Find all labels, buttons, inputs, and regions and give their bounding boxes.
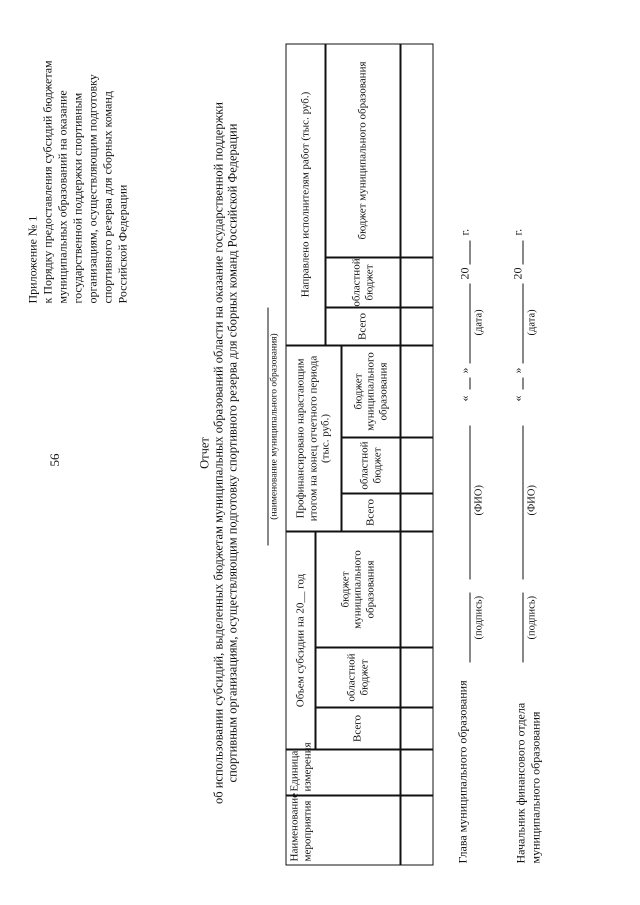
table-cell [400, 307, 433, 345]
finance-date-open: « [510, 395, 524, 401]
table-cell [400, 749, 433, 795]
table-cell [400, 647, 433, 707]
appendix-line: к Порядку предоставления субсидий бюджетам [40, 59, 54, 303]
head-fio-line [469, 425, 470, 579]
header-unit-label: Единица измерения [288, 741, 313, 791]
municipality-name-line [267, 307, 268, 545]
header-directed-group: Направлено исполнителям работ (тыс. руб.) [285, 43, 325, 345]
header-subsidy-total: Всего [315, 707, 400, 749]
appendix-line: Российской Федерации [115, 184, 129, 303]
finance-fio-line [522, 425, 523, 579]
appendix-line: муниципальных образований на оказание [55, 89, 69, 303]
table-cell [400, 493, 433, 531]
head-label: Глава муниципального образования [455, 679, 469, 863]
finance-year-prefix: 20 [510, 267, 524, 279]
header-unit [285, 741, 400, 795]
head-month-line [469, 283, 470, 363]
report-subtitle-line: спортивным организациям, осуществляющим подготовку спортивного резерва для сборных команд Российской Федерации [225, 123, 239, 782]
table-cell [400, 707, 433, 749]
head-date-caption: (дата) [473, 308, 484, 335]
header-directed-municipal: бюджет муниципального образования [325, 43, 400, 257]
header-subsidy-regional: областной бюджет [315, 647, 400, 707]
head-year-prefix: 20 [457, 267, 471, 279]
finance-date-caption: (дата) [526, 308, 537, 335]
header-directed-regional: областной бюджет [325, 257, 400, 307]
header-financed-regional: областной бюджет [341, 437, 400, 493]
rotated-page-content [25, 30, 615, 875]
head-signature-line [469, 592, 470, 662]
head-year-line [469, 240, 470, 264]
head-date-close: » [457, 367, 471, 373]
table-cell [400, 795, 433, 865]
appendix-line: государственной поддержки спортивным [70, 92, 84, 303]
appendix-line: организациям, осуществляющим подготовку [85, 73, 99, 303]
appendix-line: Приложение № 1 [25, 215, 39, 303]
header-subsidy-group: Объем субсидии на 20__ год [285, 531, 315, 749]
header-subsidy-municipal: бюджет муниципального образования [315, 531, 400, 647]
header-event-label: Наименование мероприятия [288, 792, 313, 861]
municipality-caption: (наименование муниципального образования) [269, 332, 279, 520]
head-day-line [469, 377, 470, 389]
finance-signature-caption: (подпись) [526, 595, 537, 639]
header-financed-group: Профинансировано нарастающим итогом на конец отчетного периода (тыс. руб.) [285, 345, 341, 531]
header-event [285, 792, 400, 865]
finance-month-line [522, 283, 523, 363]
report-title: Отчет [197, 436, 211, 469]
header-financed-total: Всего [341, 493, 400, 531]
report-table [285, 43, 433, 865]
finance-label-line: муниципального образования [528, 711, 542, 863]
head-date-open: « [457, 395, 471, 401]
finance-year-suffix: г. [510, 228, 524, 235]
report-subtitle-line: об использовании субсидий, выделенных бюджетам муниципальных образований области на оказание государственной поддержки [211, 101, 225, 804]
page-number: 56 [47, 453, 62, 467]
appendix-header [25, 33, 130, 303]
finance-date-close: » [510, 367, 524, 373]
header-financed-municipal: бюджет муниципального образования [341, 345, 400, 437]
head-fio-caption: (ФИО) [473, 484, 484, 515]
finance-label-line: Начальник финансового отдела [513, 702, 527, 863]
finance-year-line [522, 240, 523, 264]
report-title-block [197, 30, 239, 875]
table-cell [400, 257, 433, 307]
finance-signature-line [522, 592, 523, 662]
header-directed-total: Всего [325, 307, 400, 345]
table-cell [400, 345, 433, 437]
table-cell [400, 437, 433, 493]
table-cell [400, 43, 433, 257]
head-year-suffix: г. [457, 228, 471, 235]
table-cell [400, 531, 433, 647]
finance-fio-caption: (ФИО) [526, 484, 537, 515]
finance-day-line [522, 377, 523, 389]
appendix-line: спортивного резерва для сборных команд [100, 90, 114, 303]
head-signature-caption: (подпись) [473, 595, 484, 639]
